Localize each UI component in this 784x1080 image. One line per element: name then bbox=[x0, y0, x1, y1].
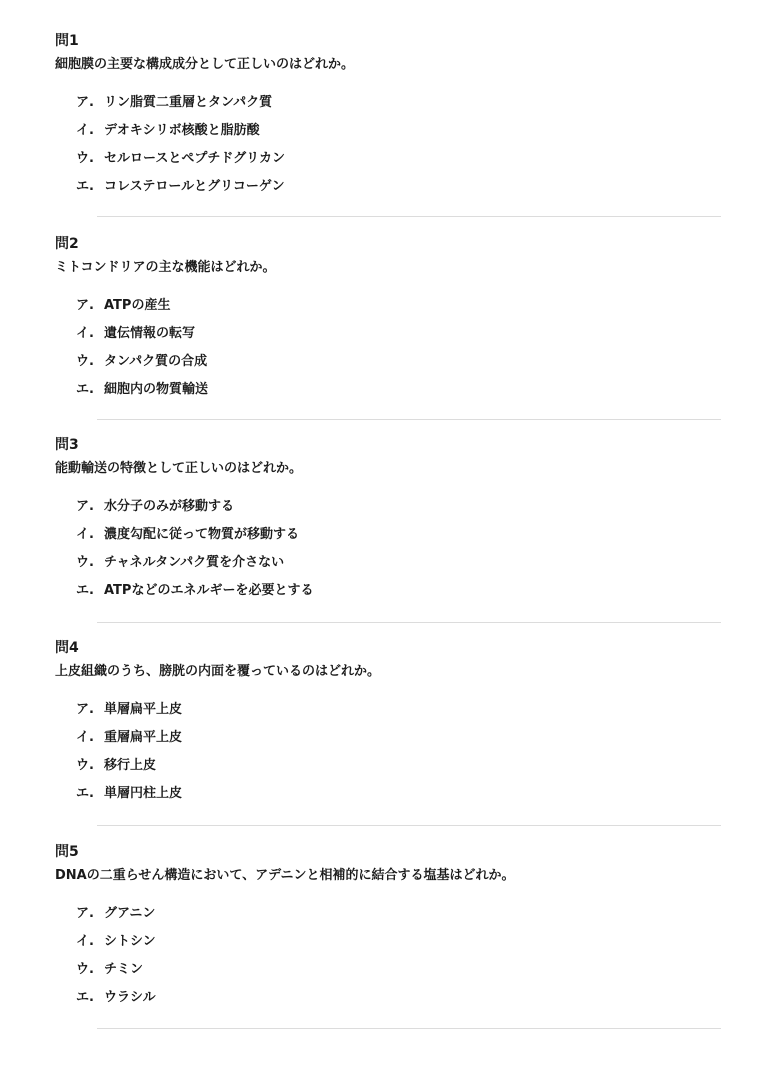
choice-text: 濃度勾配に従って物質が移動する bbox=[104, 527, 300, 542]
choice-text: チミン bbox=[104, 962, 144, 977]
choice-text: ATPの産生 bbox=[104, 298, 171, 313]
question-number: 問3 bbox=[55, 437, 79, 453]
question-number: 問1 bbox=[55, 33, 79, 49]
choice-item bbox=[76, 521, 313, 549]
choice-list bbox=[76, 493, 313, 605]
choice-text: タンパク質の合成 bbox=[104, 354, 208, 369]
choice-text: 移行上皮 bbox=[104, 758, 157, 773]
choice-list bbox=[76, 89, 285, 201]
choice-item bbox=[76, 956, 156, 984]
section-divider bbox=[97, 216, 721, 217]
question-text: 上皮組織のうち、膀胱の内面を覆っているのはどれか。 bbox=[55, 664, 381, 679]
choice-list bbox=[76, 900, 156, 1012]
choice-text: コレステロールとグリコーゲン bbox=[104, 179, 285, 194]
choice-marker: イ. bbox=[76, 730, 94, 745]
choice-marker: イ. bbox=[76, 326, 94, 341]
choice-marker: イ. bbox=[76, 123, 94, 138]
choice-marker: ア. bbox=[76, 906, 94, 921]
choice-item bbox=[76, 493, 313, 521]
question-text: 細胞膜の主要な構成成分として正しいのはどれか。 bbox=[55, 57, 355, 72]
choice-item bbox=[76, 292, 208, 320]
choice-marker: ウ. bbox=[76, 354, 94, 369]
choice-text: 水分子のみが移動する bbox=[104, 499, 235, 514]
choice-marker: ア. bbox=[76, 298, 94, 313]
choice-marker: エ. bbox=[76, 786, 94, 801]
section-divider bbox=[97, 419, 721, 420]
choice-text: 単層円柱上皮 bbox=[104, 786, 183, 801]
choice-marker: ウ. bbox=[76, 962, 94, 977]
choice-marker: ア. bbox=[76, 702, 94, 717]
choice-marker: エ. bbox=[76, 382, 94, 397]
choice-item bbox=[76, 117, 285, 145]
choice-item bbox=[76, 577, 313, 605]
choice-text: シトシン bbox=[104, 934, 156, 949]
choice-text: 単層扁平上皮 bbox=[104, 702, 183, 717]
choice-item bbox=[76, 348, 208, 376]
question-number: 問4 bbox=[55, 640, 79, 656]
choice-item bbox=[76, 928, 156, 956]
choice-marker: ウ. bbox=[76, 555, 94, 570]
choice-item bbox=[76, 89, 285, 117]
section-divider bbox=[97, 1028, 721, 1029]
choice-item bbox=[76, 320, 208, 348]
choice-marker: ウ. bbox=[76, 151, 94, 166]
choice-text: リン脂質二重層とタンパク質 bbox=[104, 95, 273, 110]
choice-item bbox=[76, 752, 182, 780]
section-divider bbox=[97, 825, 721, 826]
question-text: 能動輸送の特徴として正しいのはどれか。 bbox=[55, 461, 303, 476]
question-text: ミトコンドリアの主な機能はどれか。 bbox=[55, 260, 276, 275]
choice-item bbox=[76, 900, 156, 928]
choice-item bbox=[76, 696, 182, 724]
choice-text: グアニン bbox=[104, 906, 156, 921]
question-number: 問5 bbox=[55, 844, 79, 860]
choice-text: 遺伝情報の転写 bbox=[104, 326, 196, 341]
choice-marker: ア. bbox=[76, 95, 94, 110]
choice-text: セルロースとペプチドグリカン bbox=[104, 151, 285, 166]
choice-text: デオキシリボ核酸と脂肪酸 bbox=[104, 123, 260, 138]
choice-marker: イ. bbox=[76, 527, 94, 542]
choice-text: ATPなどのエネルギーを必要とする bbox=[104, 583, 314, 598]
question-number: 問2 bbox=[55, 236, 79, 252]
choice-text: 細胞内の物質輸送 bbox=[104, 382, 209, 397]
choice-item bbox=[76, 173, 285, 201]
choice-marker: イ. bbox=[76, 934, 94, 949]
choice-item bbox=[76, 145, 285, 173]
choice-item bbox=[76, 376, 208, 404]
choice-item bbox=[76, 549, 313, 577]
choice-marker: エ. bbox=[76, 990, 94, 1005]
choice-marker: エ. bbox=[76, 179, 94, 194]
section-divider bbox=[97, 622, 721, 623]
choice-text: 重層扁平上皮 bbox=[104, 730, 183, 745]
choice-item bbox=[76, 984, 156, 1012]
choice-marker: エ. bbox=[76, 583, 94, 598]
question-text: DNAの二重らせん構造において、アデニンと相補的に結合する塩基はどれか。 bbox=[55, 868, 515, 883]
choice-text: チャネルタンパク質を介さない bbox=[104, 555, 285, 570]
choice-text: ウラシル bbox=[104, 990, 156, 1005]
choice-item bbox=[76, 724, 182, 752]
choice-marker: ア. bbox=[76, 499, 94, 514]
choice-item bbox=[76, 780, 182, 808]
choice-list bbox=[76, 292, 208, 404]
choice-marker: ウ. bbox=[76, 758, 94, 773]
choice-list bbox=[76, 696, 182, 808]
